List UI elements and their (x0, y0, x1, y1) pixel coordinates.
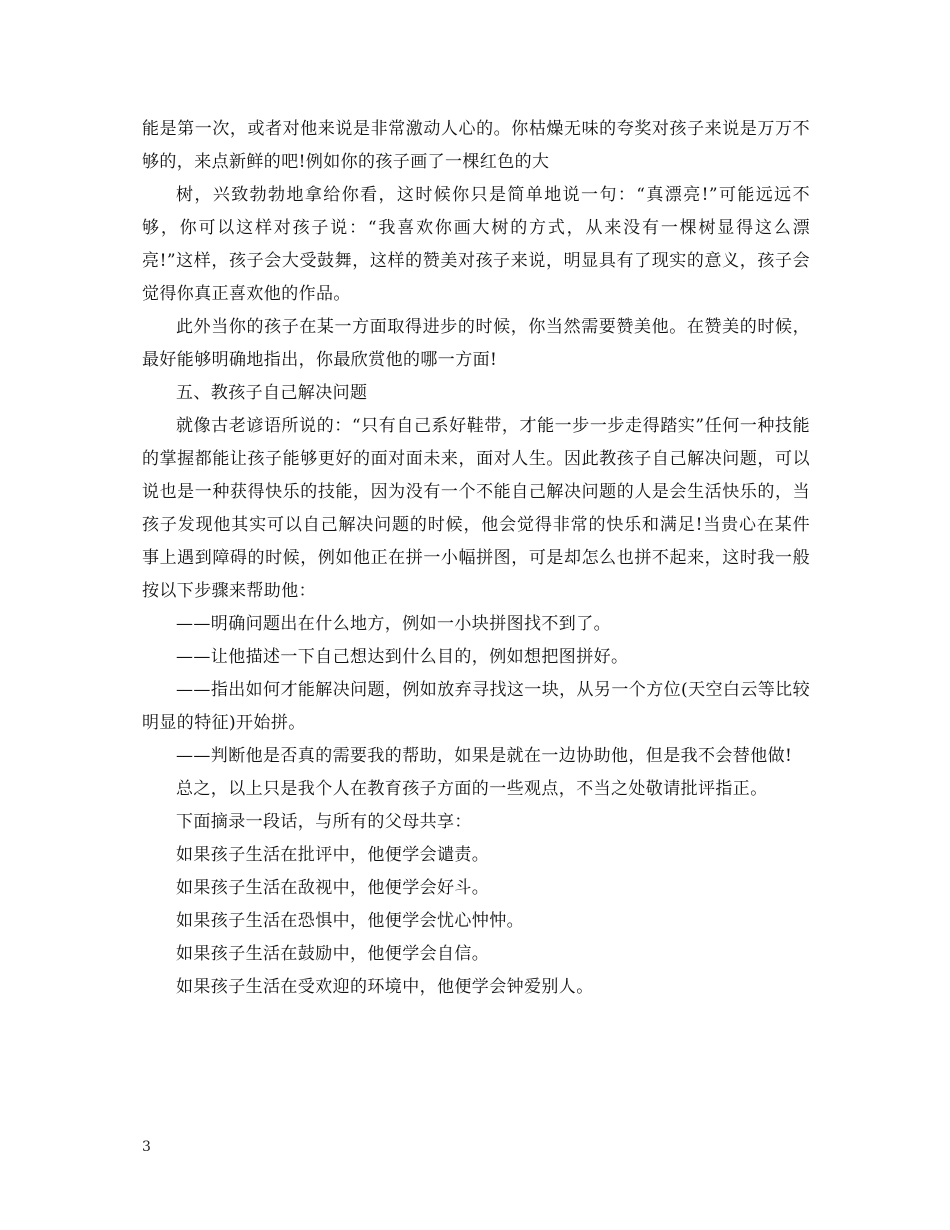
quote-line: 如果孩子生活在批评中，他便学会谴责。 (176, 845, 490, 865)
step-item: ——让他描述一下自己想达到什么目的，例如想把图拼好。 (176, 647, 629, 667)
section-heading: 五、教孩子自己解决问题 (176, 383, 368, 403)
document-body (142, 113, 810, 1004)
quote-line: 如果孩子生活在敌视中，他便学会好斗。 (176, 878, 490, 898)
step-item: ——指出如何才能解决问题，例如放弃寻找这一块，从另一个方位(天空白云等比较明显的特征)开始拼。 (142, 680, 810, 733)
page-number: 3 (142, 1139, 151, 1155)
step-item: ——判断他是否真的需要我的帮助，如果是就在一边协助他，但是我不会替他做! (176, 746, 793, 766)
body-paragraph: 能是第一次，或者对他来说是非常激动人心的。你枯燥无味的夸奖对孩子来说是万万不够的，来点新鲜的吧!例如你的孩子画了一棵红色的大 (142, 119, 810, 172)
body-paragraph: 总之，以上只是我个人在教育孩子方面的一些观点，不当之处敬请批评指正。 (176, 779, 768, 799)
step-item: ——明确问题出在什么地方，例如一小块拼图找不到了。 (176, 614, 611, 634)
quote-line: 如果孩子生活在受欢迎的环境中，他便学会钟爱别人。 (176, 977, 594, 997)
quote-line: 如果孩子生活在恐惧中，他便学会忧心忡忡。 (176, 911, 524, 931)
body-paragraph: 就像古老谚语所说的：“只有自己系好鞋带，才能一步一步走得踏实”任何一种技能的掌握都能让孩子能够更好的面对面未来，面对人生。因此教孩子自己解决问题，可以说也是一种获得快乐的技能，因为没有一个不能自己解决问题的人是会生活快乐的，当孩子发现他其实可以自己解决问题的时候，他会觉得非常的快乐和满足!当贵心在某件事上遇到障碍的时候，例如他正在拼一小幅拼图，可是却怎么也拼不起来，这时我一般按以下步骤来帮助他： (142, 416, 810, 601)
body-paragraph: 下面摘录一段话，与所有的父母共享： (176, 812, 472, 832)
body-paragraph: 此外当你的孩子在某一方面取得进步的时候，你当然需要赞美他。在赞美的时候，最好能够明确地指出，你最欣赏他的哪一方面! (142, 317, 810, 370)
body-paragraph: 树，兴致勃勃地拿给你看，这时候你只是简单地说一句：“真漂亮!”可能远远不够，你可以这样对孩子说：“我喜欢你画大树的方式，从来没有一棵树显得这么漂亮!”这样，孩子会大受鼓舞，这样的赞美对孩子来说，明显具有了现实的意义，孩子会觉得你真正喜欢他的作品。 (142, 185, 810, 304)
quote-line: 如果孩子生活在鼓励中，他便学会自信。 (176, 944, 490, 964)
